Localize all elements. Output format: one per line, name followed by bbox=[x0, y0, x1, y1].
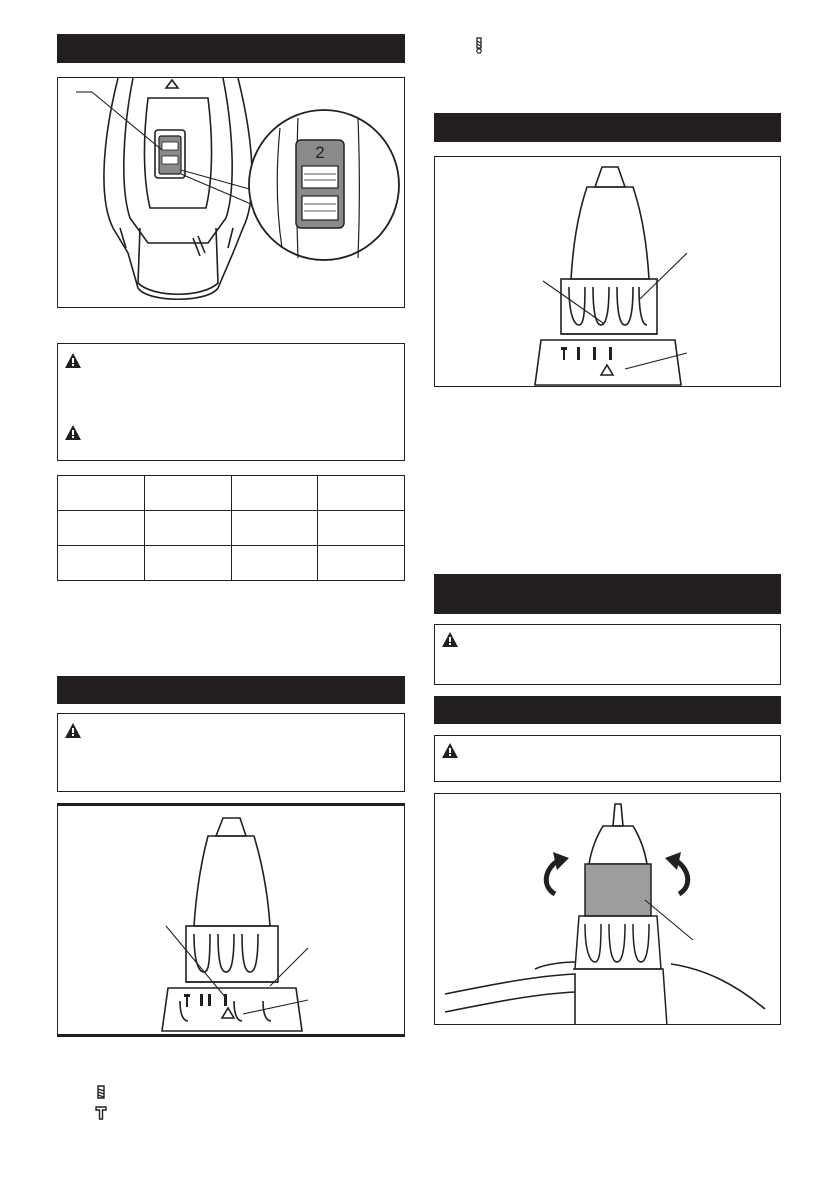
section-header-bar-bit-install bbox=[434, 696, 781, 724]
section-header-bar-speed-change bbox=[57, 34, 405, 63]
figure-speed-change-lever bbox=[57, 77, 405, 308]
drilling-icon bbox=[96, 1085, 106, 1099]
zoom-circle-speed-lever bbox=[249, 110, 399, 260]
torque-scale-symbols bbox=[561, 347, 612, 360]
speed-specification-table bbox=[57, 475, 405, 581]
leader-line-1 bbox=[92, 92, 162, 150]
figure-bottom-rule bbox=[57, 1035, 405, 1037]
mode-symbols-on-ring bbox=[184, 994, 227, 1007]
figure-action-mode-ring bbox=[57, 803, 405, 1035]
figure-bit-installation bbox=[434, 793, 781, 1025]
warning-triangle-icon bbox=[64, 424, 82, 441]
sleeve-rotation-illustration bbox=[435, 794, 781, 1025]
screwdriving-icon bbox=[474, 37, 484, 54]
warning-triangle-icon bbox=[441, 631, 459, 648]
table-row bbox=[58, 476, 405, 511]
chuck-sleeve-shaded bbox=[585, 864, 651, 916]
table-row bbox=[58, 546, 405, 581]
drill-top-view-illustration bbox=[58, 78, 405, 308]
rotate-left-arrow-icon bbox=[546, 852, 569, 894]
caution-box-speed-change bbox=[57, 343, 405, 461]
speed-lever-small bbox=[159, 136, 181, 174]
speed-position-2-label: 2 bbox=[315, 143, 325, 162]
chuck-mode-ring-illustration bbox=[58, 806, 405, 1035]
warning-triangle-icon bbox=[441, 742, 459, 759]
figure-torque-adjust-ring bbox=[434, 156, 781, 387]
chuck-torque-ring-illustration bbox=[435, 157, 781, 387]
rotate-right-arrow-icon bbox=[665, 852, 688, 894]
caution-box-action-mode bbox=[57, 713, 405, 792]
warning-triangle-icon bbox=[64, 722, 82, 739]
warning-triangle-icon bbox=[64, 352, 82, 369]
section-header-bar-assembly bbox=[434, 574, 781, 614]
table-row bbox=[58, 511, 405, 546]
section-header-bar-torque-adjust bbox=[434, 113, 781, 142]
hammer-icon bbox=[95, 1106, 107, 1120]
caution-box-assembly bbox=[434, 624, 781, 685]
section-header-bar-action-mode bbox=[57, 676, 405, 704]
caution-box-bit-install bbox=[434, 735, 781, 782]
